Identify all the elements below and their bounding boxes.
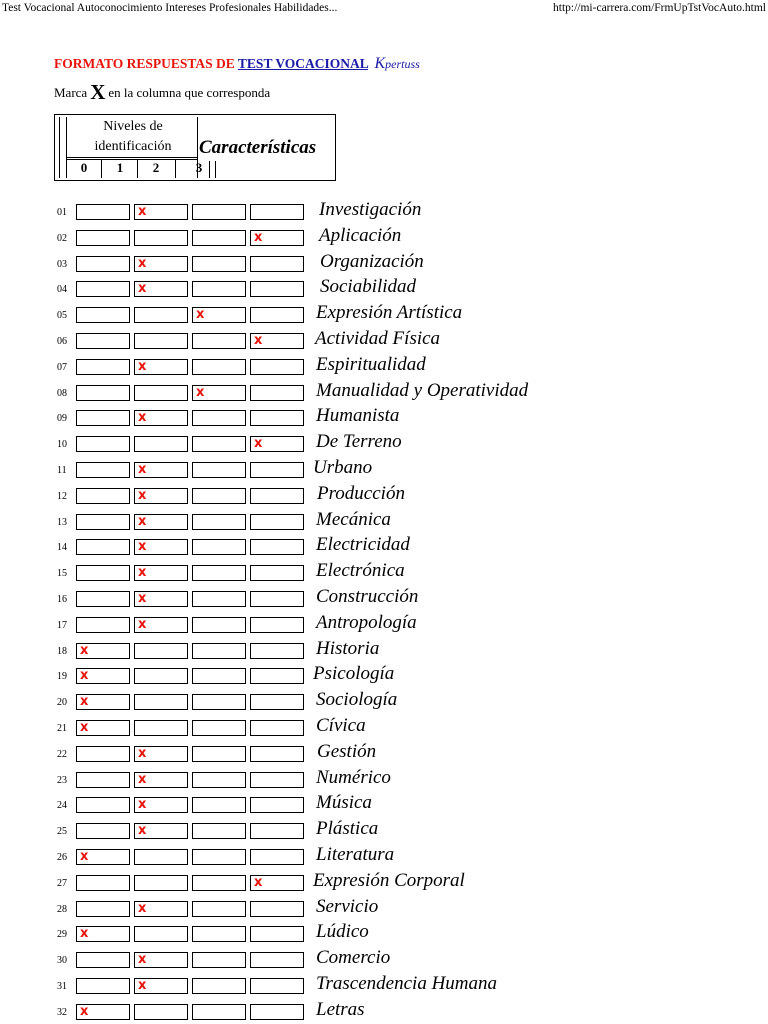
row-number: 12 (57, 491, 67, 502)
answer-row (0, 844, 768, 868)
characteristic-label: Mecánica (316, 509, 391, 530)
characteristic-label: Expresión Artística (316, 302, 463, 323)
level-2-header: 2 (152, 160, 160, 175)
level-1-box[interactable] (134, 307, 188, 323)
row-number: 17 (57, 620, 67, 631)
characteristic-label: Servicio (316, 896, 379, 917)
level-3-box[interactable] (250, 926, 304, 942)
characteristic-label: Humanista (316, 405, 400, 426)
characteristic-label: Trascendencia Humana (316, 973, 498, 994)
answer-row (0, 896, 768, 920)
level-2-box[interactable] (192, 617, 246, 633)
characteristic-label: Historia (316, 638, 380, 659)
selected-mark-icon: x (138, 823, 147, 838)
level-1-header: 1 (116, 160, 124, 175)
row-number: 06 (57, 336, 67, 347)
level-2-box[interactable] (192, 204, 246, 220)
level-3-box[interactable] (250, 720, 304, 736)
selected-mark-icon: x (196, 307, 205, 322)
answer-row (0, 380, 768, 404)
level-0-box[interactable] (76, 436, 130, 452)
level-1-box[interactable] (134, 385, 188, 401)
heading-text: FORMATO RESPUESTAS DE (54, 56, 238, 71)
level-2-box[interactable] (192, 230, 246, 246)
selected-mark-icon: x (80, 668, 89, 683)
table-rule (66, 117, 67, 178)
answer-row (0, 586, 768, 610)
characteristic-label: Psicología (313, 663, 395, 684)
row-number: 15 (57, 568, 67, 579)
level-3-box[interactable] (250, 849, 304, 865)
level-2-box[interactable] (192, 1004, 246, 1020)
table-rule (66, 157, 197, 158)
selected-mark-icon: x (138, 565, 147, 580)
level-0-box[interactable] (76, 514, 130, 530)
level-3-box[interactable] (250, 514, 304, 530)
page-title: Test Vocacional Autoconocimiento Intereses Profesionales Habilidades... (2, 2, 338, 14)
characteristic-label: Sociología (316, 689, 398, 710)
answer-row (0, 663, 768, 687)
table-rule (215, 161, 216, 178)
level-3-box[interactable] (250, 668, 304, 684)
level-0-box[interactable] (76, 823, 130, 839)
level-3-box[interactable] (250, 204, 304, 220)
table-rule (209, 161, 210, 178)
table-rule (101, 159, 102, 178)
selected-mark-icon: x (138, 256, 147, 271)
test-vocacional-link[interactable]: TEST VOCACIONAL (237, 56, 369, 71)
level-3-box[interactable] (250, 591, 304, 607)
selected-mark-icon: x (138, 978, 147, 993)
answer-row (0, 638, 768, 662)
selected-mark-icon: x (80, 926, 89, 941)
level-3-box[interactable] (250, 281, 304, 297)
row-number: 22 (57, 749, 67, 760)
row-number: 02 (57, 233, 67, 244)
level-0-box[interactable] (76, 488, 130, 504)
brand-symbol: K (374, 55, 386, 72)
brand-logo (374, 57, 419, 71)
level-2-box[interactable] (192, 539, 246, 555)
levels-title-line: Niveles de (103, 119, 163, 134)
level-2-box[interactable] (192, 875, 246, 891)
characteristic-label: Comercio (316, 947, 391, 968)
selected-mark-icon: x (138, 514, 147, 529)
row-number: 14 (57, 542, 67, 553)
selected-mark-icon: x (80, 643, 89, 658)
selected-mark-icon: x (138, 359, 147, 374)
answer-row (0, 870, 768, 894)
form-heading (54, 55, 420, 73)
level-0-box[interactable] (76, 539, 130, 555)
level-0-header: 0 (80, 160, 88, 175)
answer-row (0, 276, 768, 300)
answer-row (0, 767, 768, 791)
answer-row (0, 457, 768, 481)
level-3-box[interactable] (250, 823, 304, 839)
level-2-box[interactable] (192, 849, 246, 865)
level-0-box[interactable] (76, 978, 130, 994)
level-3-box[interactable] (250, 565, 304, 581)
selected-mark-icon: x (138, 591, 147, 606)
level-2-box[interactable] (192, 436, 246, 452)
level-3-box[interactable] (250, 307, 304, 323)
level-2-box[interactable] (192, 514, 246, 530)
selected-mark-icon: x (138, 410, 147, 425)
level-0-box[interactable] (76, 385, 130, 401)
answer-row (0, 483, 768, 507)
level-0-box[interactable] (76, 901, 130, 917)
level-3-box[interactable] (250, 746, 304, 762)
level-0-box[interactable] (76, 281, 130, 297)
answer-row (0, 973, 768, 997)
characteristic-label: Organización (320, 251, 424, 272)
levels-title (69, 117, 197, 157)
row-number: 30 (57, 955, 67, 966)
level-0-box[interactable] (76, 256, 130, 272)
answer-row (0, 947, 768, 971)
answer-row (0, 354, 768, 378)
level-2-box[interactable] (192, 359, 246, 375)
answer-row (0, 792, 768, 816)
row-number: 21 (57, 723, 67, 734)
level-0-box[interactable] (76, 307, 130, 323)
level-2-box[interactable] (192, 643, 246, 659)
level-0-box[interactable] (76, 333, 130, 349)
level-2-box[interactable] (192, 797, 246, 813)
level-2-box[interactable] (192, 694, 246, 710)
characteristic-label: Urbano (313, 457, 373, 478)
level-3-box[interactable] (250, 539, 304, 555)
row-number: 16 (57, 594, 67, 605)
level-2-box[interactable] (192, 488, 246, 504)
selected-mark-icon: x (138, 901, 147, 916)
table-rule (175, 159, 176, 178)
row-number: 25 (57, 826, 67, 837)
row-number: 20 (57, 697, 67, 708)
answer-row (0, 509, 768, 533)
level-3-box[interactable] (250, 385, 304, 401)
level-1-box[interactable] (134, 1004, 188, 1020)
characteristic-label: Letras (316, 999, 365, 1020)
level-2-box[interactable] (192, 565, 246, 581)
selected-mark-icon: x (254, 230, 263, 245)
level-3-header: 3 (195, 160, 203, 175)
level-0-box[interactable] (76, 772, 130, 788)
characteristic-label: Manualidad y Operatividad (316, 380, 529, 401)
level-0-box[interactable] (76, 952, 130, 968)
level-3-box[interactable] (250, 797, 304, 813)
characteristic-label: Construcción (316, 586, 419, 607)
table-rule (59, 117, 60, 178)
row-number: 05 (57, 310, 67, 321)
answer-row (0, 302, 768, 326)
level-2-box[interactable] (192, 746, 246, 762)
level-3-box[interactable] (250, 952, 304, 968)
level-0-box[interactable] (76, 797, 130, 813)
selected-mark-icon: x (138, 488, 147, 503)
table-rule (137, 159, 138, 178)
level-3-box[interactable] (250, 772, 304, 788)
characteristics-title: Características (199, 137, 317, 158)
row-number: 08 (57, 388, 67, 399)
level-3-box[interactable] (250, 617, 304, 633)
row-number: 07 (57, 362, 67, 373)
level-1-box[interactable] (134, 875, 188, 891)
level-1-box[interactable] (134, 668, 188, 684)
selected-mark-icon: x (138, 204, 147, 219)
level-3-box[interactable] (250, 256, 304, 272)
level-2-box[interactable] (192, 333, 246, 349)
level-2-box[interactable] (192, 978, 246, 994)
level-1-box[interactable] (134, 436, 188, 452)
row-number: 11 (57, 465, 67, 476)
characteristic-label: Investigación (319, 199, 422, 220)
level-3-box[interactable] (250, 462, 304, 478)
level-1-box[interactable] (134, 720, 188, 736)
level-2-box[interactable] (192, 823, 246, 839)
characteristic-label: Cívica (316, 715, 366, 736)
selected-mark-icon: x (138, 617, 147, 632)
level-2-box[interactable] (192, 256, 246, 272)
row-number: 23 (57, 775, 67, 786)
characteristic-label: Electricidad (316, 534, 410, 555)
characteristic-label: Plástica (316, 818, 379, 839)
level-0-box[interactable] (76, 462, 130, 478)
characteristic-label: Expresión Corporal (313, 870, 465, 891)
row-number: 04 (57, 284, 67, 295)
selected-mark-icon: x (80, 1004, 89, 1019)
answer-row (0, 689, 768, 713)
row-number: 13 (57, 517, 67, 528)
level-0-box[interactable] (76, 359, 130, 375)
selected-mark-icon: x (80, 720, 89, 735)
characteristic-label: Antropología (316, 612, 417, 633)
selected-mark-icon: x (80, 849, 89, 864)
instruction-after: en la columna que corresponda (108, 85, 271, 100)
level-2-box[interactable] (192, 462, 246, 478)
level-1-box[interactable] (134, 849, 188, 865)
level-2-box[interactable] (192, 952, 246, 968)
row-number: 27 (57, 878, 67, 889)
instruction (54, 80, 270, 105)
answer-row (0, 534, 768, 558)
level-2-box[interactable] (192, 281, 246, 297)
selected-mark-icon: x (138, 952, 147, 967)
row-number: 09 (57, 413, 67, 424)
answer-row (0, 251, 768, 275)
level-0-box[interactable] (76, 204, 130, 220)
level-2-box[interactable] (192, 668, 246, 684)
selected-mark-icon: x (254, 436, 263, 451)
selected-mark-icon: x (138, 772, 147, 787)
characteristic-label: De Terreno (316, 431, 402, 452)
level-0-box[interactable] (76, 565, 130, 581)
level-1-box[interactable] (134, 926, 188, 942)
characteristic-label: Lúdico (316, 921, 369, 942)
row-number: 03 (57, 259, 67, 270)
selected-mark-icon: x (80, 694, 89, 709)
level-2-box[interactable] (192, 901, 246, 917)
level-1-box[interactable] (134, 694, 188, 710)
levels-header-table (54, 114, 336, 181)
answer-row (0, 225, 768, 249)
answer-row (0, 999, 768, 1023)
row-number: 28 (57, 904, 67, 915)
row-number: 24 (57, 800, 67, 811)
level-3-box[interactable] (250, 643, 304, 659)
characteristic-label: Actividad Física (315, 328, 441, 349)
answer-row (0, 328, 768, 352)
answer-row (0, 199, 768, 223)
level-2-box[interactable] (192, 720, 246, 736)
level-3-box[interactable] (250, 694, 304, 710)
level-2-box[interactable] (192, 591, 246, 607)
level-3-box[interactable] (250, 901, 304, 917)
level-3-box[interactable] (250, 410, 304, 426)
selected-mark-icon: x (138, 746, 147, 761)
level-3-box[interactable] (250, 488, 304, 504)
selected-mark-icon: x (254, 333, 263, 348)
row-number: 10 (57, 439, 67, 450)
instruction-before: Marca (54, 85, 88, 100)
characteristic-label: Espiritualidad (316, 354, 426, 375)
answer-row (0, 560, 768, 584)
characteristic-label: Producción (317, 483, 405, 504)
answer-row (0, 431, 768, 455)
page-url: http://mi-carrera.com/FrmUpTstVocAuto.html (553, 2, 766, 14)
level-3-box[interactable] (250, 1004, 304, 1020)
answer-row (0, 405, 768, 429)
row-number: 19 (57, 671, 67, 682)
selected-mark-icon: x (138, 462, 147, 477)
level-0-box[interactable] (76, 746, 130, 762)
selected-mark-icon: x (254, 875, 263, 890)
level-1-box[interactable] (134, 230, 188, 246)
level-1-box[interactable] (134, 333, 188, 349)
characteristic-label: Aplicación (319, 225, 402, 246)
characteristic-label: Numérico (316, 767, 391, 788)
selected-mark-icon: x (138, 281, 147, 296)
level-1-box[interactable] (134, 643, 188, 659)
row-number: 18 (57, 646, 67, 657)
selected-mark-icon: x (138, 539, 147, 554)
level-2-box[interactable] (192, 410, 246, 426)
selected-mark-icon: x (138, 797, 147, 812)
print-header (0, 0, 768, 18)
brand-name: pertuss (385, 57, 420, 71)
answer-row (0, 818, 768, 842)
row-number: 26 (57, 852, 67, 863)
level-0-box[interactable] (76, 617, 130, 633)
row-number: 01 (57, 207, 67, 218)
selected-mark-icon: x (196, 385, 205, 400)
characteristic-label: Literatura (316, 844, 395, 865)
levels-title-line: identificación (94, 139, 172, 154)
level-3-box[interactable] (250, 359, 304, 375)
level-0-box[interactable] (76, 230, 130, 246)
characteristic-label: Sociabilidad (320, 276, 417, 297)
level-0-box[interactable] (76, 875, 130, 891)
characteristic-label: Gestión (317, 741, 377, 762)
row-number: 32 (57, 1007, 67, 1018)
level-3-box[interactable] (250, 978, 304, 994)
level-0-box[interactable] (76, 591, 130, 607)
answer-row (0, 741, 768, 765)
characteristic-label: Electrónica (316, 560, 405, 581)
row-number: 29 (57, 929, 67, 940)
answer-row (0, 715, 768, 739)
instruction-mark: X (90, 80, 106, 104)
row-number: 31 (57, 981, 67, 992)
characteristic-label: Música (316, 792, 372, 813)
level-2-box[interactable] (192, 772, 246, 788)
level-0-box[interactable] (76, 410, 130, 426)
level-2-box[interactable] (192, 926, 246, 942)
answer-row (0, 921, 768, 945)
answer-row (0, 612, 768, 636)
